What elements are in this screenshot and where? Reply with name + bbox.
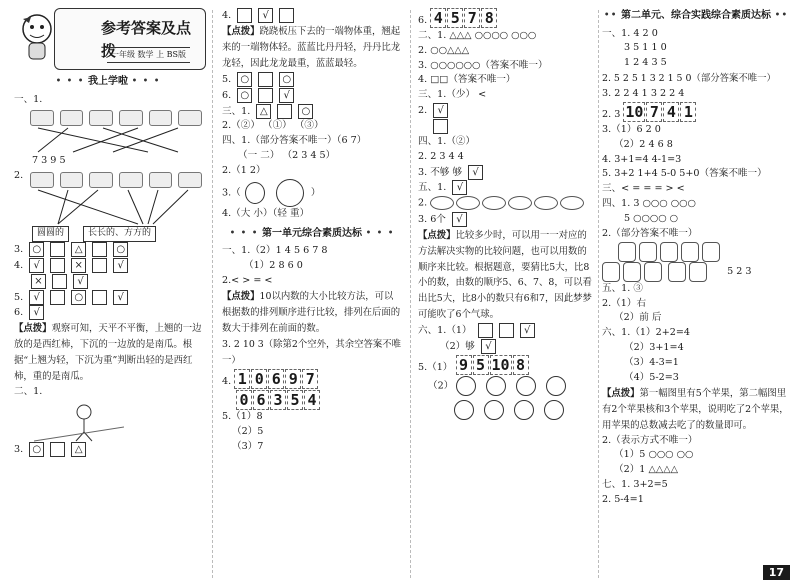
cat-icon [639,242,657,262]
q2-matching-lines [28,188,198,226]
c2-line-14: 一、1.（2）1 4 5 6 7 8 [222,245,328,257]
c3-line-12: 2. [418,196,594,211]
c4-line-7: 3.（1）6 2 0 [602,123,661,135]
leaf-icon [560,196,584,210]
boy-illustration-icon [34,402,124,442]
divider-2 [410,10,411,578]
medal-icon [486,376,506,396]
c3-tip: 【点拨】比较多少时，可以用一一对应的方法解决实物的比较问题，也可以用数的顺序来比较。根据题意，要猜比5大，比8小的数，由数的顺序5、6、7、8，可以看出比5大，比8小的数只有6和7，因此梦梦可能吹了6个气球。 [418,229,592,321]
c2-line-17: 3. 2 10 3（除第2个空外，其余空答案不唯一） [222,338,401,366]
section-title-2: • • • 第一单元综合素质达标 • • • [229,227,395,239]
c3-line-17b [418,400,594,420]
logo-subtitle: 一年级 数学 上 BS版 [107,47,190,63]
girl-face-icon [276,179,304,207]
c2-line-10: （一 二） （2 3 4 5） [238,150,336,162]
tip-1: 【点拨】观察可知，天平不平衡，上翘的一边放的是西红柿，下沉的一边放的是南瓜。根据“上翘为轻，下沉为重”判断出轻的是西红柿，重的是南瓜。 [14,323,202,383]
medal-icon [456,376,476,396]
c4-line-1: 一、1. 4 2 0 [602,27,658,39]
divider-1 [212,10,213,578]
c4-line-18: （2）前 后 [614,312,662,324]
c2-line-11: 2.（1 2） [222,164,266,176]
c4-line-3: 1 2 4 3 5 [624,57,667,69]
c4-line-6: 2. 3 10 7 4 1 [602,102,790,123]
c4-line-10: 5. 3+2 1+4 5-0 5+0（答案不唯一） [602,168,767,180]
leaf-icon [482,196,506,210]
c2-tip-1: 【点拨】跷跷板压下去的一端物体重，翘起来的一端物体轻。蓝蓝比丹丹轻，丹丹比龙龙轻，因此龙龙最重，蓝蓝最轻。 [222,25,401,69]
c4-tip: 【点拨】第一幅图里有5个苹果，第二幅图里有2个苹果核和3个苹果，说明吃了2个苹果，用苹果的总数减去吃了的数量即可。 [602,387,789,431]
leaf-icon [534,196,558,210]
q2-label: 2. [14,170,24,182]
c4-line-17: 2.（1）右 [602,297,647,309]
c4-line-5: 3. 2 2 4 1 3 2 2 4 [602,88,685,100]
q3-row: 3. ○ △ ○ [14,242,202,258]
c2-tip-2: 【点拨】10以内数的大小比较方法，可以根据数的排列顺序进行比较，排列在后面的数大于排列在前面的数。 [222,290,401,334]
c3-line-17: （2） [418,376,594,396]
c2-line-22: （3）7 [232,441,264,453]
boy-face-icon [245,182,265,204]
cat-icon [660,242,678,262]
c3-line-7b [418,119,594,135]
c3-line-13: 3. 6个 √ [418,212,594,228]
column-4 [602,8,790,508]
c3-line-16: 5.（1） 9 5 10 8 [418,355,594,376]
c3-line-9: 2. 2 3 4 4 [418,150,464,162]
section-title-3: •• 第二单元、综合实践综合素质达标 •• [603,10,789,21]
c4-line-13: 5 ○○○○ ○ [624,212,679,224]
column-1 [14,8,202,458]
q1-pictures [30,110,202,126]
cat-icon [668,262,686,282]
section-title-1: • • • 我上学啦 • • • [55,76,161,87]
c4-line-27: 2. 5-4=1 [602,494,644,506]
cat-icon [644,262,662,282]
c2-line-8: 2.（②） （①） （③） [222,120,324,132]
c2-line-15: （1）2 8 6 0 [244,260,303,272]
c2-line-13: 4.（大 小）（轻 重） [222,207,310,219]
c2-line-12: 3.（ ） [222,179,402,207]
c4-line-21: （3）4-3=1 [624,356,679,368]
q1-numbers: 7 3 9 5 [32,155,66,167]
c2-line-20: 5.（1）8 [222,411,263,423]
c4-line-25: （2）1 △△△△ [614,464,678,476]
c4-line-19: 六、1.（1）2+2=4 [602,327,691,339]
medal-icon [546,376,566,396]
cat-icon [623,262,641,282]
c4-line-22: （4）5-2=3 [624,371,679,383]
c4-cats-row [602,242,790,262]
c3-line-8: 四、1.（②） [418,135,476,147]
c3-line-4: 3. ○○○○○○（答案不唯一） [418,59,548,71]
q1-matching-lines [28,126,188,154]
q1-label: 一、1. [14,93,43,105]
c4-line-23: 2.（表示方式不唯一） [602,434,698,446]
divider-3 [598,10,599,578]
c2-line-9: 四、1.（部分答案不唯一）（6 7） [222,135,367,147]
c4-line-2: 3 5 1 1 0 [624,42,667,54]
q4-row-2: × √ [14,274,202,290]
c3-line-3: 2. ○○△△△ [418,44,470,56]
c3-line-14: 六、1.（1） √ [418,323,594,339]
cat-icon [681,242,699,262]
c3-line-5: 4. □□（答案不唯一） [418,74,516,86]
c4-line-14: 2.（部分答案不唯一） [602,227,698,239]
leaf-icon [430,196,454,210]
q2-pictures [30,172,202,188]
c3-line-1: 6. 4 5 7 8 [418,8,594,29]
medal-icon [544,400,564,420]
c4-line-9: 4. 3+1=4 4-1=3 [602,153,682,165]
c3-line-10: 3. 不够 够 √ [418,165,594,181]
c2-line-18: 4. 1 0 6 9 7 [222,369,402,390]
page-number: 17 [763,565,790,580]
column-2 [222,8,402,455]
c4-line-24: （1）5 ○○○ ○○ [614,449,694,461]
logo-title: 参考答案及点拨 [101,19,192,61]
c2-q6: 6. ○ √ [222,88,402,104]
answer-key-logo [54,8,206,70]
medal-icon [516,376,536,396]
c3-line-2: 二、1. △△△ ○○○○ ○○○ [418,29,537,41]
q2-labels: 圆圆的 长长的、方方的 [14,226,202,242]
c4-line-20: （2）3+1=4 [624,342,684,354]
q5-row: 5. √ ○ √ [14,290,202,306]
cat-icon [602,262,620,282]
c3-line-11: 五、1. √ [418,180,594,196]
c4-cats-row-2: 5 2 3 [602,262,790,282]
c2-line-16: 2.< > = < [222,274,273,286]
c3-line-15: （2）够 √ [418,339,594,355]
medal-icon [484,400,504,420]
c4-line-11: 三、< = = = > < [602,183,685,195]
q6-row: 6. √ [14,305,202,321]
cat-icon [689,262,707,282]
mascot-icon [17,11,57,63]
medal-icon [454,400,474,420]
c2-line-19: 0 6 3 5 4 [222,390,402,411]
c3-line-7: 2. √ [418,103,594,119]
c4-line-4: 2. 5 2 5 1 3 2 1 5 0（部分答案不唯一） [602,73,776,85]
c4-line-12: 四、1. 3 ○○○ ○○○ [602,198,696,210]
c2-line-21: （2）5 [232,426,264,438]
q3b-row: 3. ○ △ [14,442,202,458]
cat-icon [618,242,636,262]
c2-q5: 5. ○ ○ [222,72,402,88]
q4-row: 4. √ × √ [14,258,202,274]
c4-line-8: （2）2 4 6 8 [614,138,673,150]
c4-line-16: 五、1. ③ [602,282,643,294]
c4-line-26: 七、1. 3+2=5 [602,479,668,491]
medal-icon [514,400,534,420]
leaf-icon [456,196,480,210]
section-2-label: 二、1. [14,386,43,398]
c3-line-6: 三、1.（少） < [418,89,487,101]
column-3 [418,8,594,420]
c2-q4: 4. √ [222,8,402,24]
c2-q7: 三、1. △ ○ [222,104,402,120]
cat-icon [702,242,720,262]
leaf-icon [508,196,532,210]
